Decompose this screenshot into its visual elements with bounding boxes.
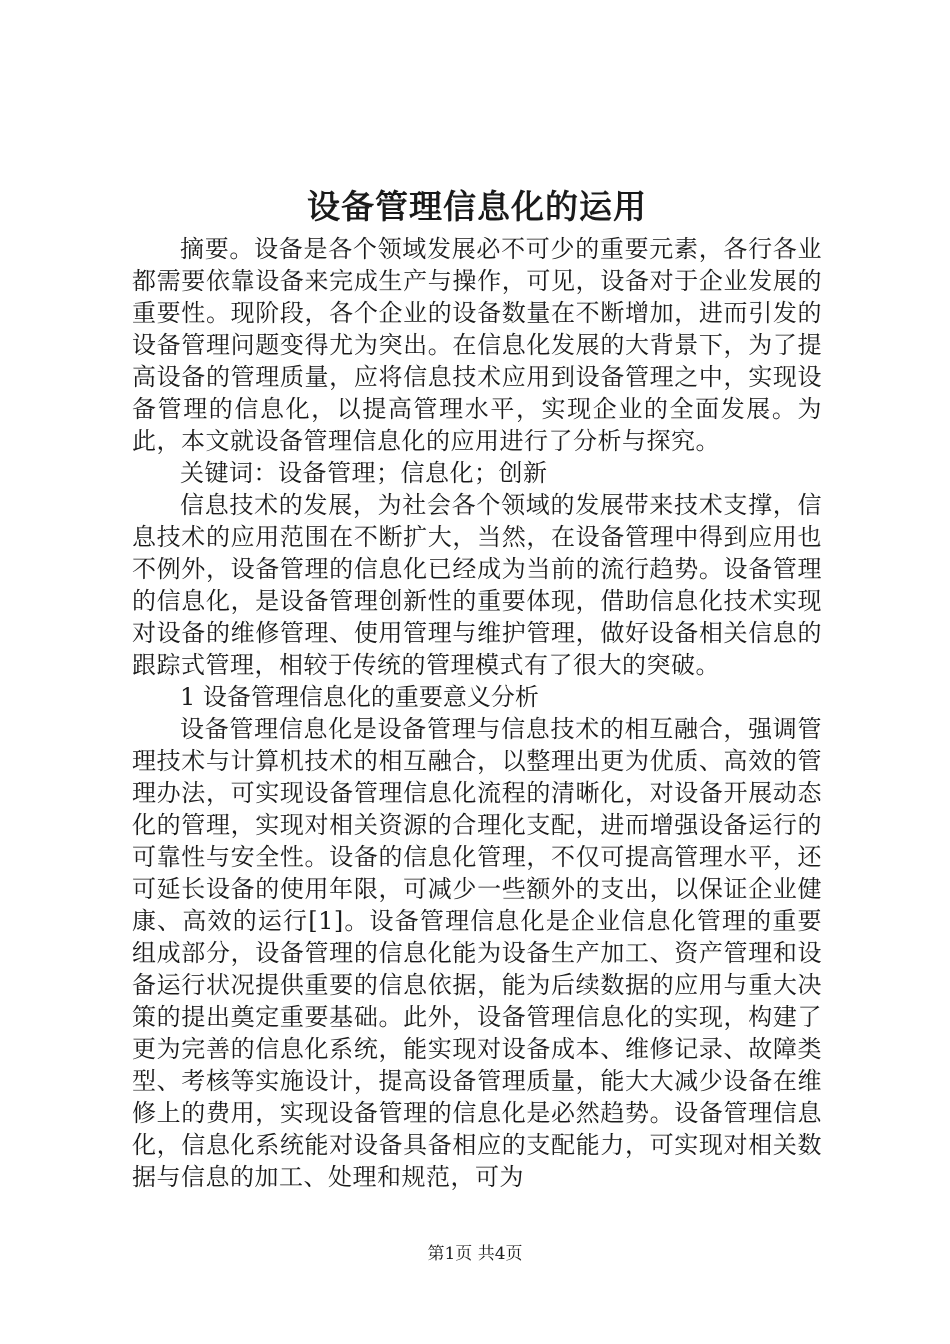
abstract-paragraph: 摘要。设备是各个领域发展必不可少的重要元素，各行各业都需要依靠设备来完成生产与操作，可见，设备对于企业发展的重要性。现阶段，各个企业的设备数量在不断增加，进而引发的设备管理问题变得尤为突出。在信息化发展的大背景下，为了提高设备的管理质量，应将信息技术应用到设备管理之中，实现设备管理的信息化，以提高管理水平，实现企业的全面发展。为此，本文就设备管理信息化的应用进行了分析与探究。	[132, 235, 822, 455]
section-1-heading: 1 设备管理信息化的重要意义分析	[180, 683, 539, 711]
section-1-body: 设备管理信息化是设备管理与信息技术的相互融合，强调管理技术与计算机技术的相互融合，以整理出更为优质、高效的管理办法，可实现设备管理信息化流程的清晰化，对设备开展动态化的管理，实现对相关资源的合理化支配，进而增强设备运行的可靠性与安全性。设备的信息化管理，不仅可提高管理水平，还可延长设备的使用年限，可减少一些额外的支出，以保证企业健康、高效的运行[1]。设备管理信息化是企业信息化管理的重要组成部分，设备管理的信息化能为设备生产加工、资产管理和设备运行状况提供重要的信息依据，能为后续数据的应用与重大决策的提出奠定重要基础。此外，设备管理信息化的实现，构建了更为完善的信息化系统，能实现对设备成本、维修记录、故障类型、考核等实施设计，提高设备管理质量，能大大减少设备在维修上的费用，实现设备管理的信息化是必然趋势。设备管理信息化，信息化系统能对设备具备相应的支配能力，可实现对相关数据与信息的加工、处理和规范，可为	[132, 715, 822, 1191]
keywords-line: 关键词：设备管理；信息化；创新	[180, 459, 548, 487]
document-page	[132, 185, 822, 1193]
document-title: 设备管理信息化的运用	[307, 187, 647, 226]
page-footer: 第1页 共4页	[427, 1244, 523, 1264]
intro-paragraph: 信息技术的发展，为社会各个领域的发展带来技术支撑，信息技术的应用范围在不断扩大，当然，在设备管理中得到应用也不例外，设备管理的信息化已经成为当前的流行趋势。设备管理的信息化，是设备管理创新性的重要体现，借助信息化技术实现对设备的维修管理、使用管理与维护管理，做好设备相关信息的跟踪式管理，相较于传统的管理模式有了很大的突破。	[132, 491, 822, 679]
